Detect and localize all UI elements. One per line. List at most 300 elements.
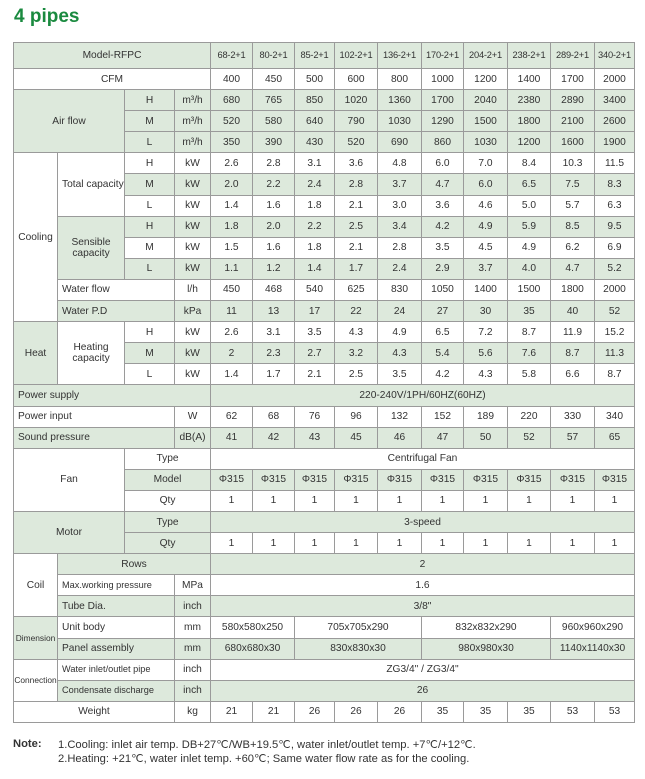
cooling-value: 2.6 <box>211 153 253 174</box>
qty-label: Qty <box>125 490 211 511</box>
fan-model-value: Φ315 <box>551 469 595 490</box>
airflow-value: 1600 <box>551 132 595 153</box>
heat-value: 3.5 <box>295 322 335 343</box>
cooling-label: Cooling <box>14 153 58 322</box>
fan-qty-value: 1 <box>508 490 551 511</box>
model-name: 102-2+1 <box>335 43 378 69</box>
unit-label: kW <box>175 174 211 195</box>
fan-model-value: Φ315 <box>253 469 295 490</box>
unit-label: mm <box>175 617 211 638</box>
sound-pressure-label: Sound pressure <box>14 427 175 448</box>
weight-value: 53 <box>595 701 635 722</box>
speed-label: M <box>125 174 175 195</box>
cooling-value: 3.4 <box>378 216 422 237</box>
unit-label: m³/h <box>175 132 211 153</box>
cooling-value: 2.0 <box>253 216 295 237</box>
water-pd-value: 24 <box>378 301 422 322</box>
airflow-value: 640 <box>295 111 335 132</box>
cooling-value: 2.5 <box>335 216 378 237</box>
water-flow-value: 2000 <box>595 279 635 300</box>
unit-label: kW <box>175 237 211 258</box>
cooling-value: 3.0 <box>378 195 422 216</box>
header-row <box>14 43 635 69</box>
cooling-value: 1.8 <box>295 237 335 258</box>
heat-value: 4.9 <box>378 322 422 343</box>
motor-qty-value: 1 <box>378 533 422 554</box>
water-pipe-label: Water inlet/outlet pipe <box>58 659 175 680</box>
panel-value: 1140x1140x30 <box>551 638 635 659</box>
power-input-value: 340 <box>595 406 635 427</box>
power-input-value: 132 <box>378 406 422 427</box>
heat-value: 7.6 <box>508 343 551 364</box>
cooling-value: 1.5 <box>211 237 253 258</box>
cooling-value: 5.0 <box>508 195 551 216</box>
water-pd-value: 27 <box>422 301 464 322</box>
cooling-value: 4.5 <box>464 237 508 258</box>
heat-value: 2.6 <box>211 322 253 343</box>
cooling-value: 1.2 <box>253 258 295 279</box>
heat-value: 8.7 <box>551 343 595 364</box>
dimension-label: Dimension <box>14 617 58 659</box>
cooling-row <box>14 216 635 237</box>
cooling-value: 1.4 <box>211 195 253 216</box>
fan-model-value: Φ315 <box>211 469 253 490</box>
heat-value: 3.1 <box>253 322 295 343</box>
cooling-value: 2.8 <box>253 153 295 174</box>
airflow-value: 1900 <box>595 132 635 153</box>
water-flow-value: 830 <box>378 279 422 300</box>
airflow-value: 3400 <box>595 90 635 111</box>
water-pd-value: 35 <box>508 301 551 322</box>
weight-label: Weight <box>14 701 175 722</box>
water-flow-label: Water flow <box>58 279 175 300</box>
panel-assembly-label: Panel assembly <box>58 638 175 659</box>
airflow-value: 580 <box>253 111 295 132</box>
speed-label: H <box>125 322 175 343</box>
speed-label: M <box>125 237 175 258</box>
weight-value: 53 <box>551 701 595 722</box>
airflow-value: 390 <box>253 132 295 153</box>
unit-body-label: Unit body <box>58 617 175 638</box>
water-pd-label: Water P.D <box>58 301 175 322</box>
fan-qty-value: 1 <box>464 490 508 511</box>
cooling-value: 1.7 <box>335 258 378 279</box>
cooling-value: 5.9 <box>508 216 551 237</box>
cooling-value: 6.9 <box>595 237 635 258</box>
unit-body-value: 580x580x250 <box>211 617 295 638</box>
airflow-value: 2600 <box>595 111 635 132</box>
heat-value: 4.3 <box>464 364 508 385</box>
type-label: Type <box>125 511 211 532</box>
cooling-row <box>14 153 635 174</box>
model-name: 80-2+1 <box>253 43 295 69</box>
water-pd-value: 30 <box>464 301 508 322</box>
tube-dia-value: 3/8" <box>211 596 635 617</box>
fan-model-value: Φ315 <box>295 469 335 490</box>
airflow-value: 430 <box>295 132 335 153</box>
heat-value: 2.3 <box>253 343 295 364</box>
heat-value: 1.7 <box>253 364 295 385</box>
type-label: Type <box>125 448 211 469</box>
airflow-value: 680 <box>211 90 253 111</box>
speed-label: M <box>125 111 175 132</box>
model-name: 340-2+1 <box>595 43 635 69</box>
cfm-value: 1000 <box>422 69 464 90</box>
model-name: 136-2+1 <box>378 43 422 69</box>
unit-label: m³/h <box>175 111 211 132</box>
water-pd-value: 11 <box>211 301 253 322</box>
speed-label: L <box>125 364 175 385</box>
water-flow-value: 540 <box>295 279 335 300</box>
water-pd-value: 17 <box>295 301 335 322</box>
cooling-value: 5.2 <box>595 258 635 279</box>
cooling-value: 7.5 <box>551 174 595 195</box>
unit-label: inch <box>175 596 211 617</box>
speed-label: H <box>125 90 175 111</box>
weight-row <box>14 701 635 722</box>
unit-label: kW <box>175 364 211 385</box>
unit-label: W <box>175 406 211 427</box>
cooling-value: 6.5 <box>508 174 551 195</box>
cfm-value: 1700 <box>551 69 595 90</box>
tube-dia-label: Tube Dia. <box>58 596 175 617</box>
unit-body-value: 705x705x290 <box>295 617 422 638</box>
unit-label: m³/h <box>175 90 211 111</box>
rows-label: Rows <box>58 554 211 575</box>
weight-value: 35 <box>508 701 551 722</box>
airflow-value: 2040 <box>464 90 508 111</box>
power-supply-value: 220-240V/1PH/60HZ(60HZ) <box>211 385 635 406</box>
airflow-value: 2890 <box>551 90 595 111</box>
airflow-value: 1800 <box>508 111 551 132</box>
water-pd-value: 13 <box>253 301 295 322</box>
airflow-row <box>14 90 635 111</box>
unit-label: kW <box>175 343 211 364</box>
fan-qty-value: 1 <box>335 490 378 511</box>
cfm-value: 1400 <box>508 69 551 90</box>
cooling-value: 4.2 <box>422 216 464 237</box>
cooling-value: 4.9 <box>508 237 551 258</box>
weight-value: 35 <box>422 701 464 722</box>
cooling-value: 2.1 <box>335 237 378 258</box>
power-supply-label: Power supply <box>14 385 211 406</box>
unit-label: MPa <box>175 575 211 596</box>
heat-value: 11.9 <box>551 322 595 343</box>
weight-value: 26 <box>378 701 422 722</box>
cooling-value: 3.5 <box>422 237 464 258</box>
motor-qty-value: 1 <box>211 533 253 554</box>
model-name: 68-2+1 <box>211 43 253 69</box>
fan-model-value: Φ315 <box>508 469 551 490</box>
heat-value: 8.7 <box>595 364 635 385</box>
fan-model-value: Φ315 <box>335 469 378 490</box>
dimension-body-row <box>14 617 635 638</box>
unit-label: inch <box>175 680 211 701</box>
cfm-value: 400 <box>211 69 253 90</box>
sound-value: 50 <box>464 427 508 448</box>
cooling-value: 2.4 <box>378 258 422 279</box>
unit-label: l/h <box>175 279 211 300</box>
model-name: 238-2+1 <box>508 43 551 69</box>
airflow-value: 520 <box>335 132 378 153</box>
cfm-value: 1200 <box>464 69 508 90</box>
airflow-value: 1020 <box>335 90 378 111</box>
speed-label: H <box>125 153 175 174</box>
coil-rows-value: 2 <box>211 554 635 575</box>
cooling-value: 1.8 <box>295 195 335 216</box>
cooling-value: 6.2 <box>551 237 595 258</box>
fan-model-value: Φ315 <box>464 469 508 490</box>
model-header: Model-RFPC <box>14 43 211 69</box>
airflow-value: 1290 <box>422 111 464 132</box>
fan-qty-value: 1 <box>253 490 295 511</box>
unit-label: kW <box>175 216 211 237</box>
water-flow-value: 468 <box>253 279 295 300</box>
motor-type-row <box>14 511 635 532</box>
sound-value: 57 <box>551 427 595 448</box>
cooling-value: 2.2 <box>295 216 335 237</box>
water-flow-value: 625 <box>335 279 378 300</box>
cfm-value: 500 <box>295 69 335 90</box>
heat-label: Heat <box>14 322 58 385</box>
fan-type-value: Centrifugal Fan <box>211 448 635 469</box>
motor-qty-value: 1 <box>551 533 595 554</box>
cooling-value: 4.6 <box>464 195 508 216</box>
cooling-value: 4.8 <box>378 153 422 174</box>
note-line-2: 2.Heating: +21℃, water inlet temp. +60℃; Same water flow rate as for the cooling. <box>58 753 470 765</box>
weight-value: 26 <box>335 701 378 722</box>
speed-label: M <box>125 343 175 364</box>
unit-label: kW <box>175 258 211 279</box>
speed-label: L <box>125 132 175 153</box>
cooling-value: 2.2 <box>253 174 295 195</box>
fan-model-value: Φ315 <box>378 469 422 490</box>
cooling-value: 3.1 <box>295 153 335 174</box>
cooling-value: 3.7 <box>464 258 508 279</box>
cooling-value: 2.1 <box>335 195 378 216</box>
model-label: Model <box>125 469 211 490</box>
weight-value: 21 <box>253 701 295 722</box>
cooling-value: 1.6 <box>253 195 295 216</box>
qty-label: Qty <box>125 533 211 554</box>
water-flow-value: 1500 <box>508 279 551 300</box>
cfm-label: CFM <box>14 69 211 90</box>
motor-qty-value: 1 <box>253 533 295 554</box>
cooling-value: 1.1 <box>211 258 253 279</box>
sound-value: 45 <box>335 427 378 448</box>
condensate-value: 26 <box>211 680 635 701</box>
cooling-value: 4.9 <box>464 216 508 237</box>
total-capacity-label: Total capacity <box>58 153 125 216</box>
heat-value: 4.3 <box>335 322 378 343</box>
heat-value: 1.4 <box>211 364 253 385</box>
coil-rows-row <box>14 554 635 575</box>
fan-qty-value: 1 <box>551 490 595 511</box>
unit-label: mm <box>175 638 211 659</box>
water-flow-value: 1800 <box>551 279 595 300</box>
fan-type-row <box>14 448 635 469</box>
airflow-value: 1200 <box>508 132 551 153</box>
water-flow-value: 450 <box>211 279 253 300</box>
motor-label: Motor <box>14 511 125 553</box>
sound-value: 52 <box>508 427 551 448</box>
water-pd-value: 52 <box>595 301 635 322</box>
airflow-value: 1500 <box>464 111 508 132</box>
unit-body-value: 960x960x290 <box>551 617 635 638</box>
water-pd-row <box>14 301 635 322</box>
fan-qty-value: 1 <box>422 490 464 511</box>
power-input-value: 152 <box>422 406 464 427</box>
connection-condensate-row <box>14 680 635 701</box>
power-input-value: 96 <box>335 406 378 427</box>
fan-label: Fan <box>14 448 125 511</box>
cooling-value: 6.3 <box>595 195 635 216</box>
cooling-value: 6.0 <box>464 174 508 195</box>
cooling-value: 7.0 <box>464 153 508 174</box>
cooling-value: 2.4 <box>295 174 335 195</box>
condensate-label: Condensate discharge <box>58 680 175 701</box>
cooling-value: 4.7 <box>422 174 464 195</box>
heat-value: 4.3 <box>378 343 422 364</box>
motor-qty-value: 1 <box>464 533 508 554</box>
water-pd-value: 40 <box>551 301 595 322</box>
cooling-value: 1.4 <box>295 258 335 279</box>
speed-label: L <box>125 195 175 216</box>
water-flow-value: 1050 <box>422 279 464 300</box>
heat-value: 5.4 <box>422 343 464 364</box>
airflow-value: 850 <box>295 90 335 111</box>
water-flow-value: 1400 <box>464 279 508 300</box>
fan-qty-value: 1 <box>378 490 422 511</box>
sound-row <box>14 427 635 448</box>
unit-label: dB(A) <box>175 427 211 448</box>
heat-value: 2.7 <box>295 343 335 364</box>
speed-label: H <box>125 216 175 237</box>
airflow-value: 765 <box>253 90 295 111</box>
airflow-value: 2100 <box>551 111 595 132</box>
note-line-1: 1.Cooling: inlet air temp. DB+27℃/WB+19.5℃, water inlet/outlet temp. +7℃/+12℃. <box>58 739 476 751</box>
sensible-capacity-label: Sensible capacity <box>58 216 125 279</box>
water-pd-value: 22 <box>335 301 378 322</box>
cooling-value: 5.7 <box>551 195 595 216</box>
heat-value: 15.2 <box>595 322 635 343</box>
heat-value: 5.6 <box>464 343 508 364</box>
cfm-value: 2000 <box>595 69 635 90</box>
unit-label: kW <box>175 195 211 216</box>
power-input-value: 68 <box>253 406 295 427</box>
coil-tube-row <box>14 596 635 617</box>
airflow-value: 1700 <box>422 90 464 111</box>
spec-table <box>13 42 635 723</box>
heat-value: 2.5 <box>335 364 378 385</box>
heat-value: 8.7 <box>508 322 551 343</box>
panel-value: 830x830x30 <box>295 638 422 659</box>
motor-qty-value: 1 <box>508 533 551 554</box>
model-name: 289-2+1 <box>551 43 595 69</box>
power-input-value: 189 <box>464 406 508 427</box>
sound-value: 46 <box>378 427 422 448</box>
heat-value: 3.2 <box>335 343 378 364</box>
heat-value: 2 <box>211 343 253 364</box>
cfm-value: 450 <box>253 69 295 90</box>
power-input-value: 220 <box>508 406 551 427</box>
coil-label: Coil <box>14 554 58 617</box>
cooling-value: 2.8 <box>335 174 378 195</box>
cooling-value: 2.0 <box>211 174 253 195</box>
max-pressure-value: 1.6 <box>211 575 635 596</box>
motor-qty-value: 1 <box>295 533 335 554</box>
heat-value: 3.5 <box>378 364 422 385</box>
heat-value: 6.6 <box>551 364 595 385</box>
cooling-value: 6.0 <box>422 153 464 174</box>
airflow-value: 2380 <box>508 90 551 111</box>
cooling-value: 1.8 <box>211 216 253 237</box>
unit-label: kW <box>175 153 211 174</box>
weight-value: 26 <box>295 701 335 722</box>
water-flow-row <box>14 279 635 300</box>
power-input-label: Power input <box>14 406 175 427</box>
cooling-value: 4.0 <box>508 258 551 279</box>
unit-body-value: 832x832x290 <box>422 617 551 638</box>
model-name: 170-2+1 <box>422 43 464 69</box>
unit-label: kPa <box>175 301 211 322</box>
model-name: 85-2+1 <box>295 43 335 69</box>
motor-qty-value: 1 <box>595 533 635 554</box>
connection-label: Connection <box>14 659 58 701</box>
airflow-value: 350 <box>211 132 253 153</box>
power-input-value: 330 <box>551 406 595 427</box>
speed-label: L <box>125 258 175 279</box>
motor-type-value: 3-speed <box>211 511 635 532</box>
heat-value: 11.3 <box>595 343 635 364</box>
heat-value: 5.8 <box>508 364 551 385</box>
panel-value: 680x680x30 <box>211 638 295 659</box>
weight-value: 35 <box>464 701 508 722</box>
cfm-value: 800 <box>378 69 422 90</box>
cooling-value: 8.3 <box>595 174 635 195</box>
cooling-value: 3.6 <box>422 195 464 216</box>
heat-value: 2.1 <box>295 364 335 385</box>
heat-value: 7.2 <box>464 322 508 343</box>
cfm-row <box>14 69 635 90</box>
airflow-value: 690 <box>378 132 422 153</box>
page-title: 4 pipes <box>14 6 80 27</box>
heating-capacity-label: Heating capacity <box>58 322 125 385</box>
fan-model-value: Φ315 <box>595 469 635 490</box>
power-input-value: 62 <box>211 406 253 427</box>
cooling-value: 10.3 <box>551 153 595 174</box>
motor-qty-value: 1 <box>335 533 378 554</box>
cooling-value: 3.7 <box>378 174 422 195</box>
airflow-value: 1030 <box>378 111 422 132</box>
cooling-value: 2.9 <box>422 258 464 279</box>
fan-qty-value: 1 <box>595 490 635 511</box>
coil-pressure-row <box>14 575 635 596</box>
airflow-value: 1030 <box>464 132 508 153</box>
cooling-value: 2.8 <box>378 237 422 258</box>
cooling-value: 8.5 <box>551 216 595 237</box>
cooling-value: 8.4 <box>508 153 551 174</box>
water-pipe-value: ZG3/4" / ZG3/4" <box>211 659 635 680</box>
fan-qty-value: 1 <box>211 490 253 511</box>
power-input-row <box>14 406 635 427</box>
heat-row <box>14 322 635 343</box>
airflow-value: 520 <box>211 111 253 132</box>
cfm-value: 600 <box>335 69 378 90</box>
cooling-value: 9.5 <box>595 216 635 237</box>
motor-qty-value: 1 <box>422 533 464 554</box>
panel-value: 980x980x30 <box>422 638 551 659</box>
